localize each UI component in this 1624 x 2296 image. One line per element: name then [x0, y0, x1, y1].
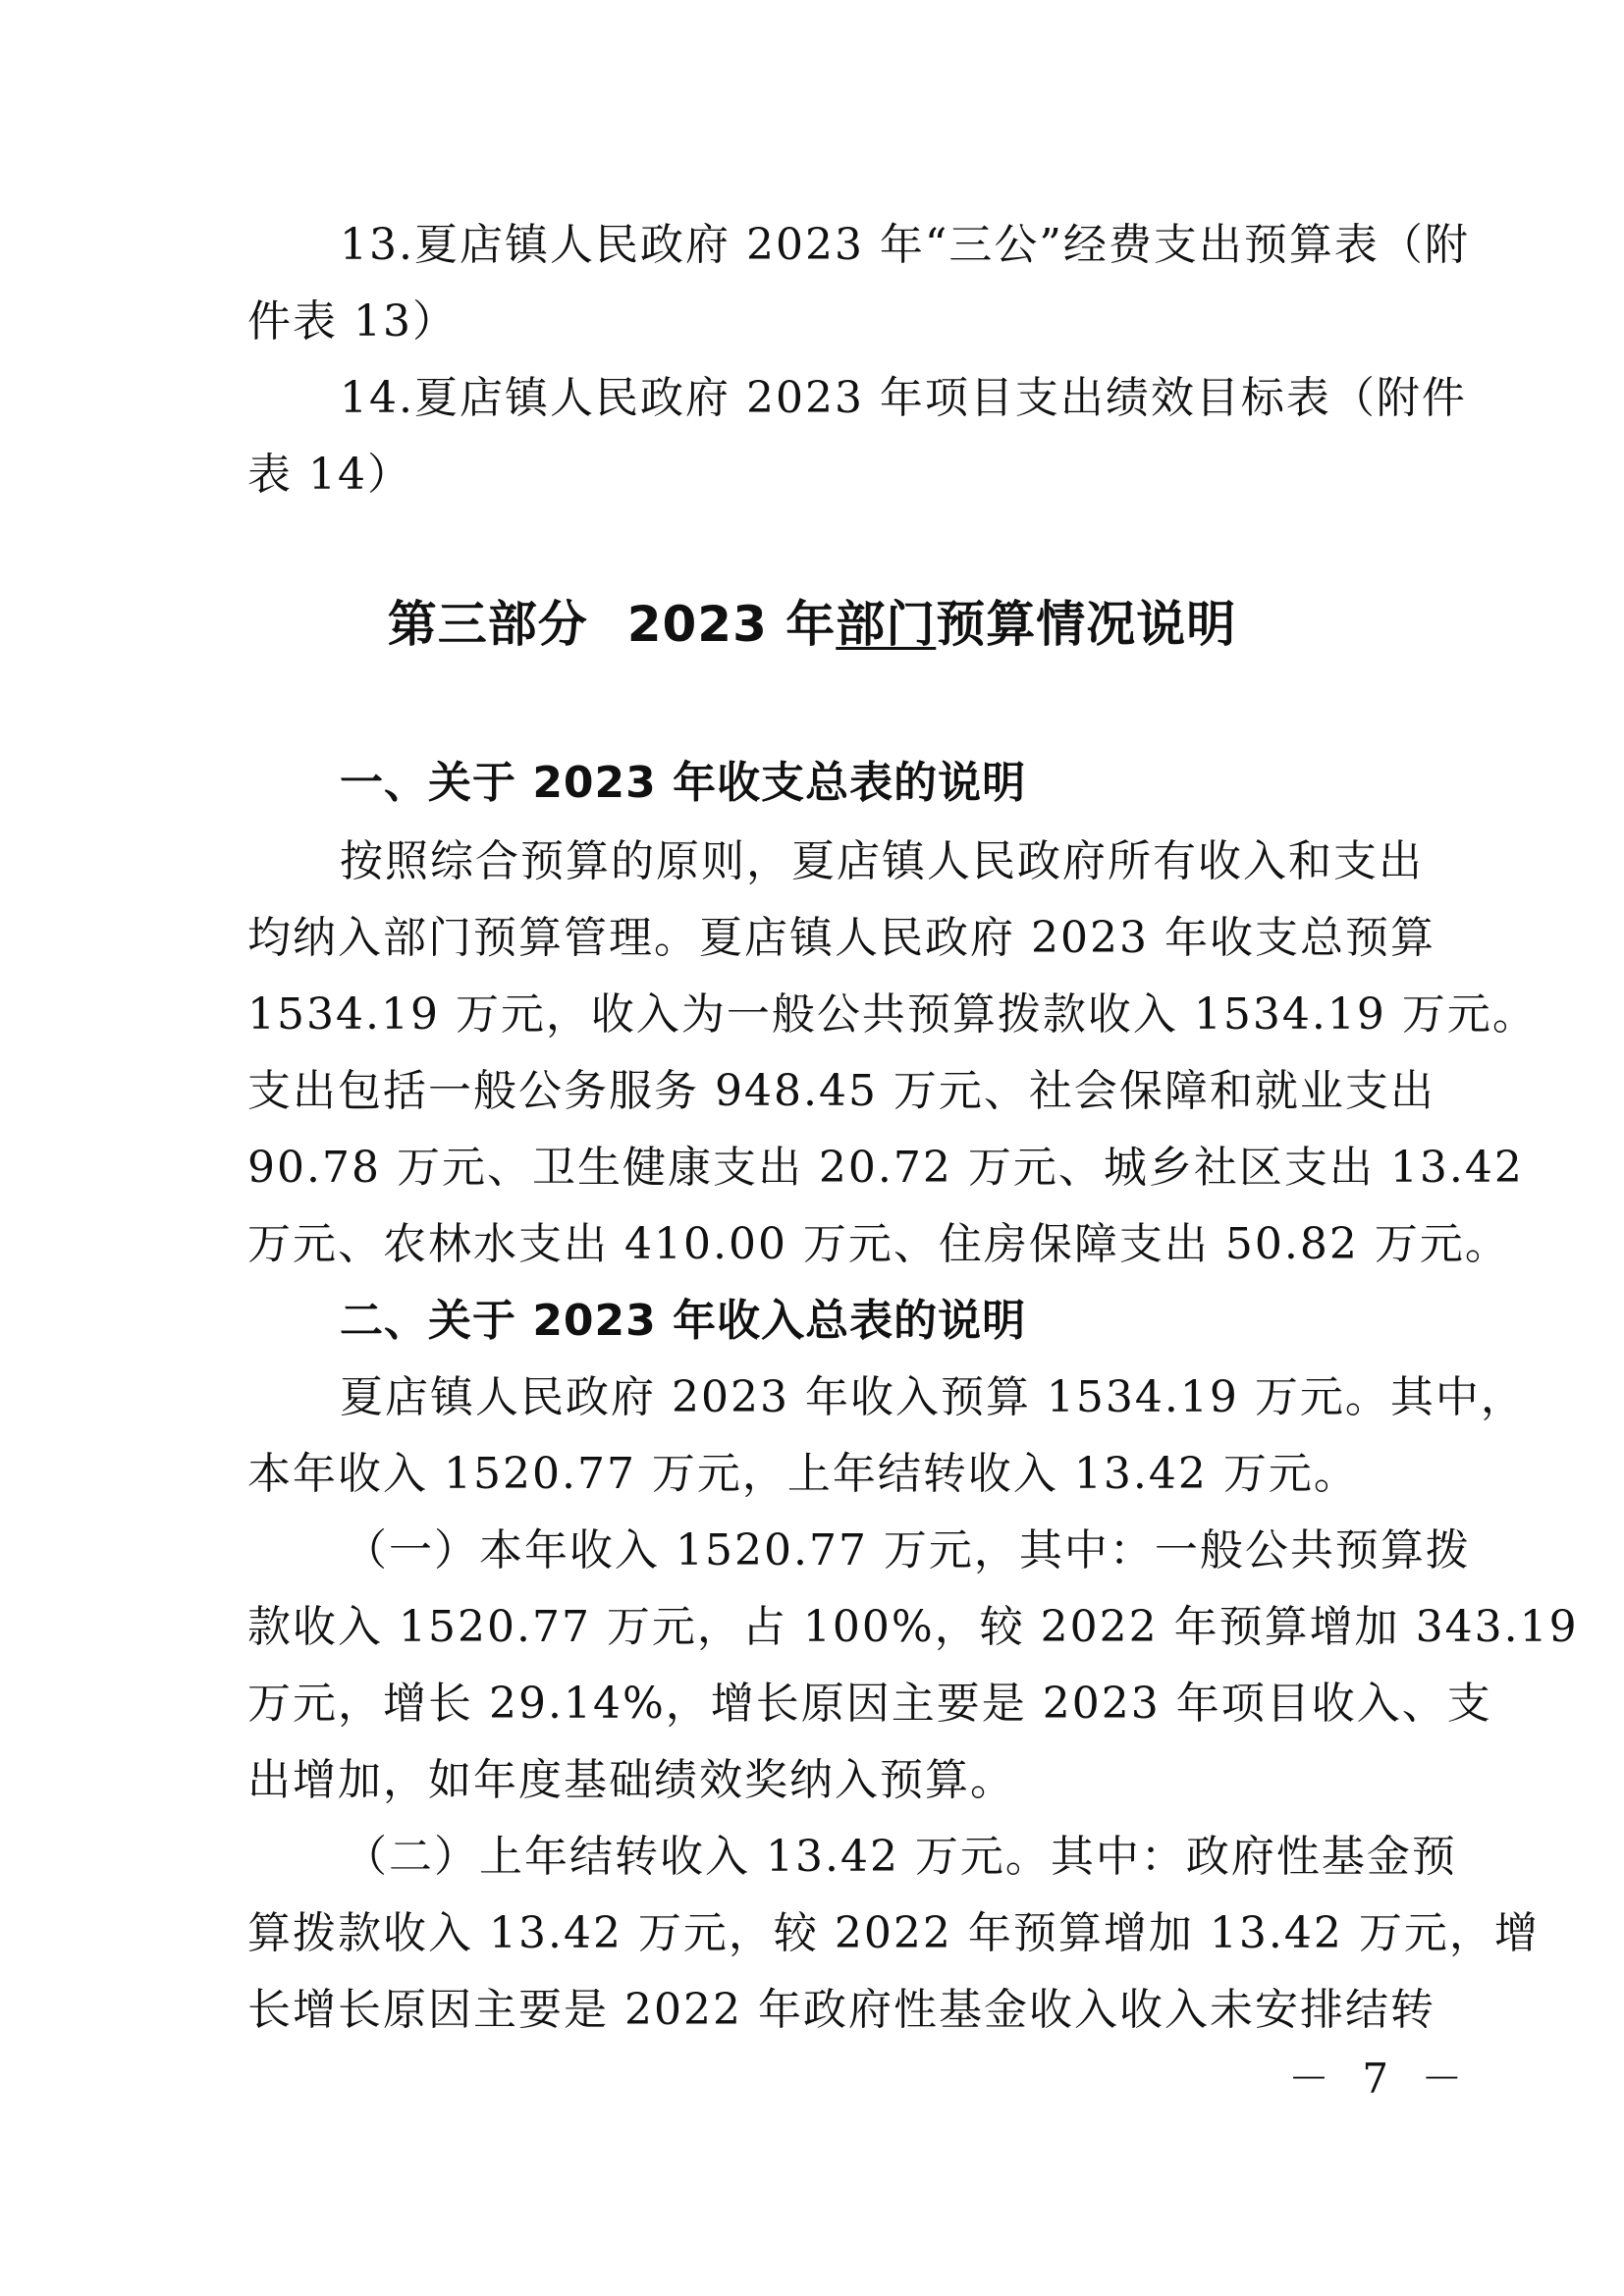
section-1-line-4: 支出包括一般公务服务 948.45 万元、社会保障和就业支出: [247, 1066, 1435, 1116]
section-heading-part: 第三部分: [387, 596, 588, 653]
section-2-sub2-line-3: 长增长原因主要是 2022 年政府性基金收入收入未安排结转: [247, 1985, 1435, 2035]
list-item-13-line-1: 13.夏店镇人民政府 2023 年“三公”经费支出预算表（附: [340, 220, 1470, 270]
section-heading-underlined: 部门: [836, 596, 937, 653]
list-item-13-line-2: 件表 13）: [247, 296, 458, 347]
section-heading: [0, 585, 1624, 664]
section-heading-rest: 预算情况说明: [936, 596, 1237, 653]
section-2-sub1-line-1: （一）本年收入 1520.77 万元，其中：一般公共预算拨: [344, 1525, 1471, 1575]
section-2-sub2-line-1: （二）上年结转收入 13.42 万元。其中：政府性基金预: [344, 1832, 1457, 1882]
section-1-line-5: 90.78 万元、卫生健康支出 20.72 万元、城乡社区支出 13.42: [247, 1143, 1524, 1193]
section-1-title: 一、关于 2023 年收支总表的说明: [340, 758, 1027, 808]
section-2-sub2-line-2: 算拨款收入 13.42 万元，较 2022 年预算增加 13.42 万元，增: [247, 1908, 1540, 1958]
section-2-sub1-line-2: 款收入 1520.77 万元，占 100%，较 2022 年预算增加 343.19: [247, 1602, 1579, 1652]
section-1-line-2: 均纳入部门预算管理。夏店镇人民政府 2023 年收支总预算: [247, 913, 1435, 963]
section-2-line-2: 本年收入 1520.77 万元，上年结转收入 13.42 万元。: [247, 1449, 1359, 1499]
section-2-sub1-line-4: 出增加，如年度基础绩效奖纳入预算。: [247, 1755, 1015, 1805]
list-item-14-line-2: 表 14）: [247, 450, 412, 500]
list-item-14-line-1: 14.夏店镇人民政府 2023 年项目支出绩效目标表（附件: [340, 373, 1467, 423]
page-number: － 7 －: [1288, 2055, 1473, 2103]
section-1-line-6: 万元、农林水支出 410.00 万元、住房保障支出 50.82 万元。: [247, 1219, 1510, 1269]
section-heading-year: 2023 年: [626, 596, 837, 653]
section-1-line-3: 1534.19 万元，收入为一般公共预算拨款收入 1534.19 万元。: [247, 989, 1538, 1040]
section-1-line-1: 按照综合预算的原则，夏店镇人民政府所有收入和支出: [340, 836, 1424, 886]
section-2-sub1-line-3: 万元，增长 29.14%，增长原因主要是 2023 年项目收入、支: [247, 1679, 1492, 1729]
section-2-line-1: 夏店镇人民政府 2023 年收入预算 1534.19 万元。其中，: [340, 1372, 1526, 1422]
section-2-title: 二、关于 2023 年收入总表的说明: [340, 1296, 1027, 1346]
